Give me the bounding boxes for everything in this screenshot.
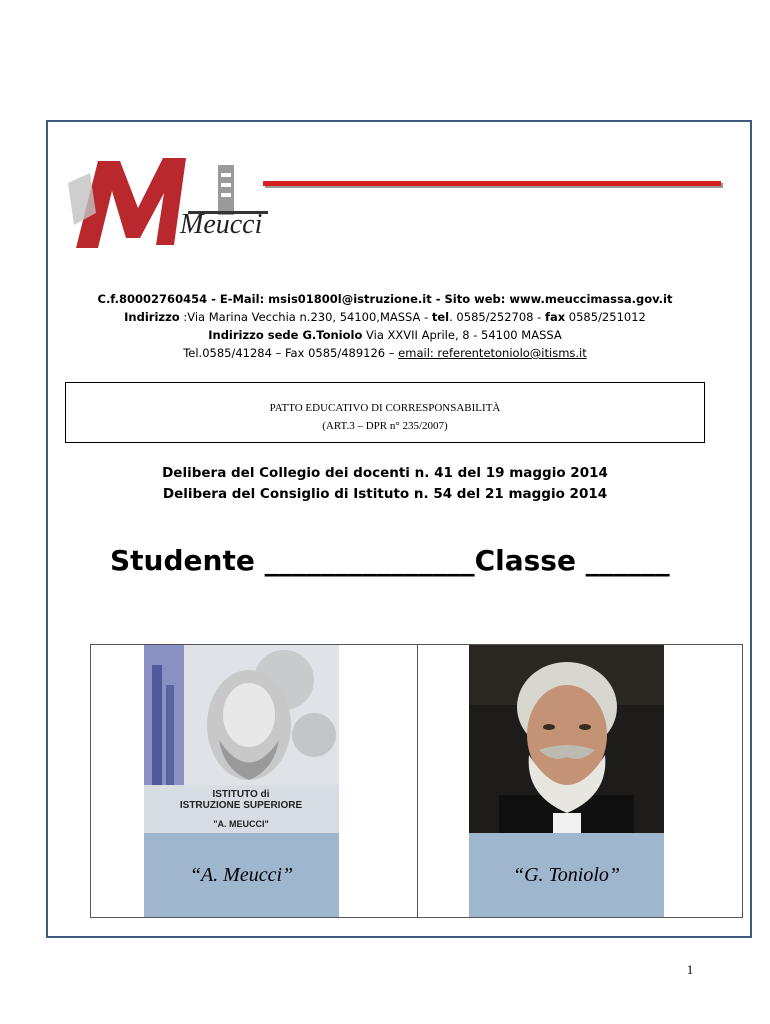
- toniolo-email-link[interactable]: email: referentetoniolo@itisms.it: [398, 346, 587, 360]
- toniolo-portrait: [469, 645, 664, 833]
- delibera-consiglio: Delibera del Consiglio di Istituto n. 54 del 21 maggio 2014: [162, 486, 608, 502]
- fiscal-email-web: C.f.80002760454 - E-Mail: msis01800l@istruzione.it - Sito web: www.meuccimassa.gov.it: [97, 292, 673, 306]
- page-number: 1: [686, 962, 694, 977]
- fax-label: fax: [544, 310, 566, 324]
- tel-label: tel: [431, 310, 450, 324]
- address-label: Indirizzo: [124, 310, 180, 324]
- meucci-caption: “A. Meucci”: [144, 833, 339, 917]
- contact-line-3: [60, 326, 710, 344]
- meucci-image: [144, 645, 339, 833]
- tel-text: . 0585/252708 -: [449, 310, 545, 324]
- address-text: :Via Marina Vecchia n.230, 54100,MASSA -: [179, 310, 432, 324]
- image-caption-3: "A. MEUCCI": [213, 819, 269, 829]
- meucci-logo: [68, 153, 268, 255]
- studente-classe-line: Studente _______________Classe ______: [110, 544, 670, 577]
- header-rule: [263, 181, 721, 186]
- table-divider: [417, 645, 418, 917]
- toniolo-panel: [469, 645, 664, 917]
- contact-line-2: [60, 308, 710, 326]
- patto-subtitle: (ART.3 – DPR n° 235/2007): [322, 420, 448, 432]
- patto-title: PATTO EDUCATIVO DI CORRESPONSABILITÀ: [269, 402, 501, 414]
- contact-line-1: [60, 290, 710, 308]
- toniolo-address-text: Via XXVII Aprile, 8 - 54100 MASSA: [362, 328, 562, 342]
- photo-table: [90, 644, 743, 918]
- fax-text: 0585/251012: [565, 310, 646, 324]
- toniolo-caption: “G. Toniolo”: [469, 833, 664, 917]
- contact-line-4: [60, 344, 710, 362]
- toniolo-address-label: Indirizzo sede G.Toniolo: [208, 328, 363, 342]
- delibera-collegio: Delibera del Collegio dei docenti n. 41 del 19 maggio 2014: [162, 465, 608, 481]
- toniolo-phone-fax: Tel.0585/41284 – Fax 0585/489126 –: [183, 346, 399, 360]
- image-caption-2: ISTRUZIONE SUPERIORE: [179, 800, 303, 811]
- logo-wordmark: Meucci: [180, 209, 263, 240]
- image-caption-1: ISTITUTO di: [212, 789, 270, 800]
- meucci-panel: [144, 645, 339, 917]
- patto-title-box: [65, 382, 705, 443]
